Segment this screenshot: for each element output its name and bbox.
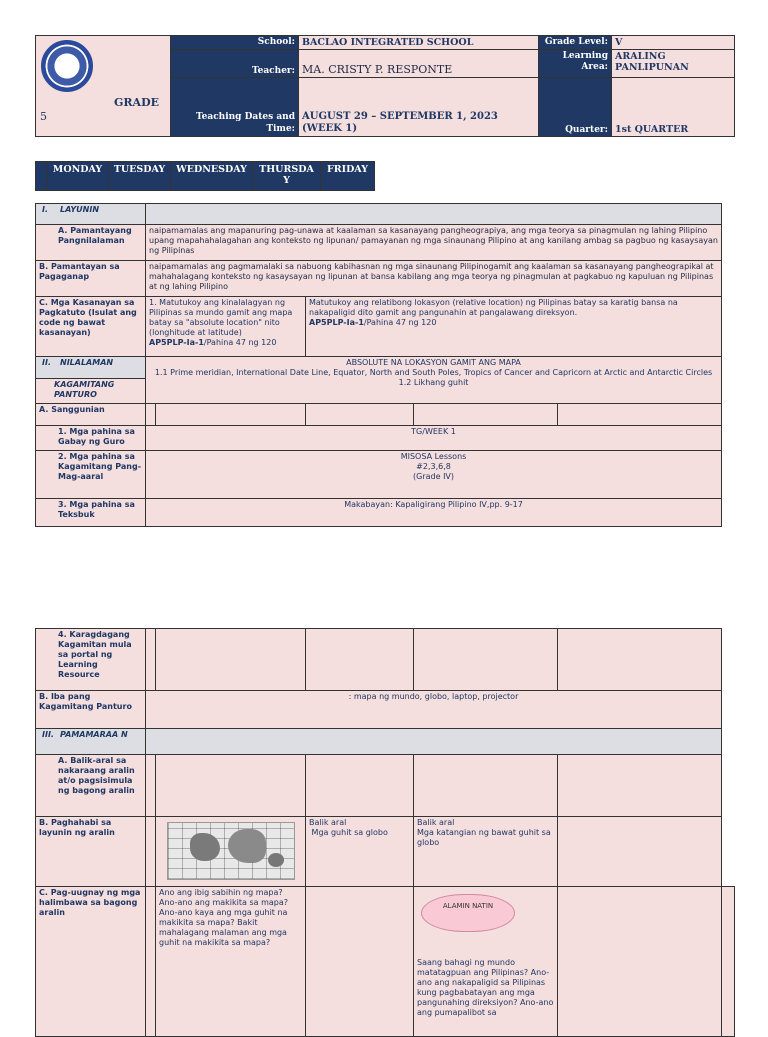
pag-uugnay-c1 [146,887,156,1037]
kasanayan-col2-page: /Pahina 47 ng 120 [363,318,437,327]
gabay-text: Mga pahina sa Gabay ng Guro [58,427,135,446]
pamantayang-pangnilalaman-text: Pamantayang Pangnilalaman [58,226,132,245]
pamamaraan-text: PAMAMARAA N [60,730,128,739]
gabay-num: 1. [58,427,67,436]
world-map-image [167,822,295,880]
kasanayan-col2-code: AP5PLP-Ia-1 [309,318,364,327]
paghahabi-c3 [306,817,414,887]
lesson-header-table [35,35,735,137]
misosa-line2: #2,3,6,8 [416,462,451,471]
days-corner [36,162,47,191]
nilalaman-content [146,357,722,404]
gabay-content: TG/WEEK 1 [146,426,722,451]
pag-uugnay-c4-text: Saang bahagi ng mundo matatagpuan ang Pilipinas? Ano-ano ang nakapaligid sa Pilipinas kung pagbabatayan ang mga pangunahing direksiyon? Ano-ano ang pumapalibot sa [417,958,554,1017]
pamamaraan-spacer [722,729,735,755]
school-label: School: [171,36,299,50]
teacher-label [171,50,299,78]
lesson-plan-table-1 [35,203,722,527]
teacher-value: MA. CRISTY P. RESPONTE [299,50,539,78]
kasanayan-num: C. [39,298,48,307]
kasanayan-col2-text: Matutukoy ang relatibong lokasyon (relative location) ng Pilipinas batay sa karatig bansa na nakapaligid dito gamit ang pangunahin at pangalawang direksyon. [309,298,678,317]
pag-uugnay-c5 [558,887,722,1037]
paghahabi-c4 [414,817,558,887]
pamamaraan-num: III. [42,730,54,739]
pamantayan-sa-pagaganap-content: naipamamalas ang pagmamalaki sa nabuong kabihasnan ng mga sinaunang Pilipinogamit ang kaalaman sa kasanayang pangheograpikal at mahahalagang konteksto ng kasaysayan ng lipunan at bansa kabilang ang mga teorya ng pinagmulan at pagkabuo ng kapuluan ng Pilipinas at ng lahing Pilipino [146,261,722,297]
kasanayan-col1-code: AP5PLP-Ia-1 [149,338,204,347]
pag-uugnay-c4 [414,887,558,1037]
nilalaman-line2: 1.1 Prime meridian, International Date Line, Equator, North and South Poles, Tropics of Cancer and Capricorn at Arctic and Antarctic Circles [154,368,713,377]
dates-label: Teaching Dates and Time: [171,77,299,136]
day-tuesday: TUESDAY [109,162,171,191]
day-friday: FRIDAY [321,162,375,191]
balik-aral-c2 [156,755,306,817]
learning-area-value: ARALING PANLIPUNAN [612,50,735,78]
teacher-label-text: Teacher: [251,65,295,76]
school-value: BACLAO INTEGRATED SCHOOL [299,36,539,50]
grade-level-value: V [612,36,735,50]
karagdagang-num: 4. [58,630,67,639]
paghahabi-label [36,817,146,887]
sanggunian-c1 [146,404,156,426]
sanggunian-text: Sanggunian [51,405,105,414]
pamantayan-sa-pagaganap-text: Pamantayan sa Pagaganap [39,262,120,281]
layunin-label [36,204,146,225]
pamantayang-pangnilalaman-label [36,225,146,261]
alamin-natin-cloud [421,894,515,932]
kagamitang-mag-aaral-text: Mga pahina sa Kagamitang Pang-Mag-aaral [58,452,142,481]
pag-uugnay-label [36,887,146,1037]
pag-uugnay-text: Pag-uugnay ng mga halimbawa sa bagong aralin [39,888,141,917]
map-landmass-2 [228,829,266,863]
sanggunian-num: A. [39,405,49,414]
kagamitang-mag-aaral-num: 2. [58,452,67,461]
kasanayan-col1 [146,297,306,357]
karagdagang-c4 [414,629,558,691]
kasanayan-col1-page: /Pahina 47 ng 120 [203,338,277,347]
iba-pang-text: Iba pang Kagamitang Panturo [39,692,132,711]
layunin-num: I. [42,205,49,214]
quarter-value: 1st QUARTER [612,77,735,136]
iba-pang-num: B. [39,692,49,701]
paghahabi-c1 [146,817,156,887]
kagamitang-mag-aaral-label [36,451,146,499]
nilalaman-label [36,357,146,379]
teksbuk-text: Mga pahina sa Teksbuk [58,500,135,519]
balik-aral-c4 [414,755,558,817]
alamin-natin-text: ALAMIN NATIN [442,902,494,910]
balik-aral-text: Balik-aral sa nakaraang aralin at/o pagsisimula ng bagong aralin [58,756,135,795]
pamantayan-sa-pagaganap-num: B. [39,262,49,271]
karagdagang-c2 [156,629,306,691]
day-monday: MONDAY [47,162,109,191]
teksbuk-label [36,499,146,527]
kagamitang-panturo-label: KAGAMITANG PANTURO [36,379,146,404]
balik-aral-c1 [146,755,156,817]
day-wednesday: WEDNESDAY [171,162,253,191]
balik-aral-c3 [306,755,414,817]
paghahabi-c3-text: Mga guhit sa globo [309,828,388,837]
grade-number: 5 [40,110,47,123]
kasanayan-label [36,297,146,357]
school-seal-cell [36,36,171,137]
paghahabi-c5 [558,817,722,887]
misosa-line3: (Grade IV) [413,472,455,481]
nilalaman-num: II. [42,358,51,367]
balik-aral-c5 [558,755,722,817]
kagamitang-mag-aaral-content [146,451,722,499]
layunin-content [146,204,722,225]
paghahabi-c2 [156,817,306,887]
paghahabi-c3-title: Balik aral [309,818,347,827]
teksbuk-num: 3. [58,500,67,509]
nilalaman-text: NILALAMAN [60,358,114,367]
sanggunian-c2 [156,404,306,426]
pag-uugnay-c2: Ano ang ibig sabihin ng mapa? Ano-ano ang makikita sa mapa? Ano-ano kaya ang mga guhit na makikita sa mapa? Bakit mahalagang malaman ang mga guhit na makikita sa mapa? [156,887,306,1037]
sanggunian-label [36,404,146,426]
grade-label: GRADE [114,96,159,109]
balik-aral-label [36,755,146,817]
karagdagang-spacer [722,629,735,691]
nilalaman-line1: ABSOLUTE NA LOKASYON GAMIT ANG MAPA [346,358,521,367]
karagdagang-c5 [558,629,722,691]
balik-aral-spacer [722,755,735,817]
kasanayan-text: Mga Kasanayan sa Pagkatuto (Isulat ang code ng bawat kasanayan) [39,298,137,337]
days-table [35,161,375,191]
iba-pang-spacer [722,691,735,729]
pag-uugnay-c3 [306,887,414,1037]
map-landmass-3 [268,853,284,867]
karagdagang-text: Karagdagang Kagamitan mula sa portal ng Learning Resource [58,630,132,679]
dates-value: AUGUST 29 – SEPTEMBER 1, 2023 (WEEK 1) [299,77,539,136]
deped-seal-logo [41,40,93,92]
paghahabi-num: B. [39,818,49,827]
gabay-label [36,426,146,451]
pamantayan-sa-pagaganap-label [36,261,146,297]
paghahabi-spacer [722,817,735,887]
paghahabi-c4-title: Balik aral [417,818,455,827]
misosa-line1: MISOSA Lessons [400,452,467,461]
day-thursday: THURSDA Y [253,162,321,191]
layunin-text: LAYUNIN [60,205,100,214]
lesson-plan-table-2 [35,628,735,1037]
paghahabi-text: Paghahabi sa layunin ng aralin [39,818,115,837]
iba-pang-label [36,691,146,729]
pamamaraan-content [146,729,722,755]
pag-uugnay-num: C. [39,888,48,897]
quarter-label: Quarter: [539,77,612,136]
sanggunian-c5 [558,404,722,426]
map-landmass-1 [190,833,220,861]
iba-pang-content: : mapa ng mundo, globo, laptop, projector [146,691,722,729]
kasanayan-col2 [306,297,722,357]
pamamaraan-label [36,729,146,755]
pamantayang-pangnilalaman-num: A. [58,226,68,235]
karagdagang-c3 [306,629,414,691]
teksbuk-content: Makabayan: Kapaligirang Pilipino IV,pp. 9-17 [146,499,722,527]
pamantayang-pangnilalaman-content: naipamamalas ang mapanuring pag-unawa at kaalaman sa kasanayang pangheograpiya, ang mga teorya sa pinagmulan ng lahing Pilipino upang mapahahalagahan ang konteksto ng lipunan/ pamayanan ng mga sinaunang Pilipino at ang kanilang ambag sa pagbuo ng kasaysayan ng Pilipinas [146,225,722,261]
karagdagang-label [36,629,146,691]
paghahabi-c4-text: Mga katangian ng bawat guhit sa globo [417,828,551,847]
karagdagang-c1 [146,629,156,691]
pag-uugnay-c6 [722,887,735,1037]
kasanayan-col1-text: 1. Matutukoy ang kinalalagyan ng Pilipinas sa mundo gamit ang mapa batay sa "absolute location" nito (longhitude at latitude) [149,298,293,337]
nilalaman-line3: 1.2 Likhang guhit [398,378,469,387]
sanggunian-c3 [306,404,414,426]
learning-area-label: Learning Area: [539,50,612,78]
sanggunian-c4 [414,404,558,426]
grade-level-label: Grade Level: [539,36,612,50]
balik-aral-num: A. [58,756,68,765]
